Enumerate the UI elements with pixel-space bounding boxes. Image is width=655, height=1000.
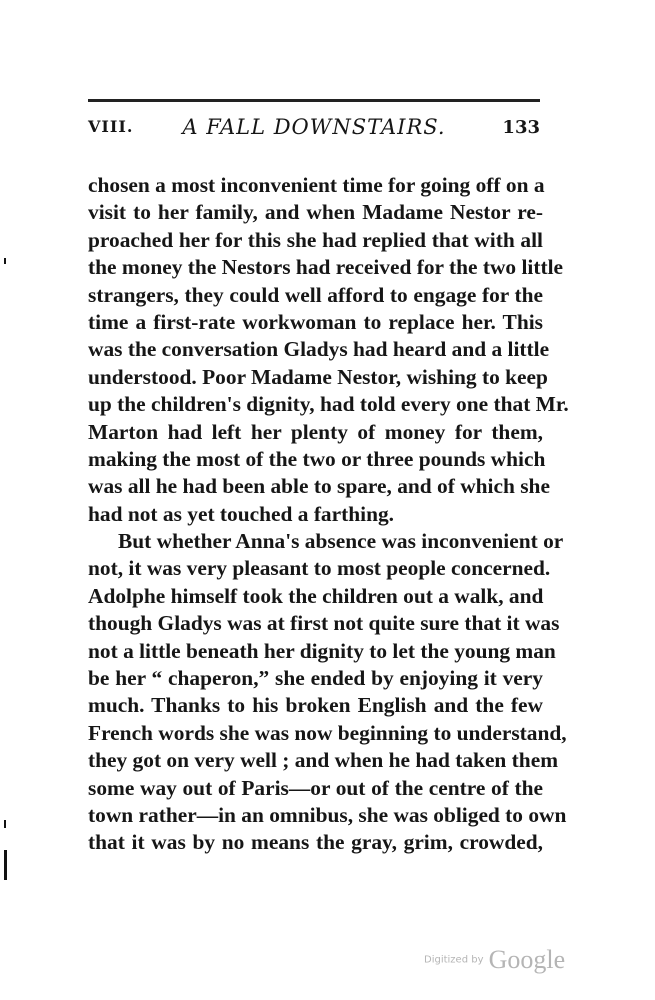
body-text xyxy=(88,172,569,857)
text-line: up the children's dignity, had told every one that Mr. xyxy=(88,392,569,417)
google-logo: Google xyxy=(488,945,566,974)
text-line: understood. Poor Madame Nestor, wishing to keep xyxy=(88,364,548,389)
text-line: they got on very well ; and when he had taken them xyxy=(88,748,559,773)
text-line: much. Thanks to his broken English and the few xyxy=(88,693,543,718)
text-line: Marton had left her plenty of money for them, xyxy=(88,419,543,444)
text-line: not a little beneath her dignity to let the young man xyxy=(88,638,556,663)
text-line: be her “ chaperon,” she ended by enjoying it very xyxy=(88,666,543,691)
text-line: was all he had been able to spare, and of which she xyxy=(88,474,550,499)
text-line: that it was by no means the gray, grim, crowded, xyxy=(88,830,543,855)
text-line: proached her for this she had replied that with all xyxy=(88,227,543,252)
margin-speck xyxy=(4,258,6,264)
margin-binding-mark xyxy=(4,850,7,880)
text-line: French words she was now beginning to understand, xyxy=(88,720,567,745)
text-line: chosen a most inconvenient time for going off on a xyxy=(88,173,545,197)
chapter-number: VIII. xyxy=(88,117,134,136)
margin-speck xyxy=(4,820,6,828)
watermark-prefix: Digitized by xyxy=(424,954,484,966)
text-line: time a first-rate workwoman to replace her. This xyxy=(88,309,543,334)
paragraph-end-line: had not as yet touched a farthing. xyxy=(88,501,395,526)
text-line: visit to her family, and when Madame Nestor re- xyxy=(88,200,543,225)
text-line: was the conversation Gladys had heard and a little xyxy=(88,337,550,362)
page-number: 133 xyxy=(502,117,540,138)
text-line: town rather—in an omnibus, she was obliged to own xyxy=(88,802,567,827)
text-line: strangers, they could well afford to engage for the xyxy=(88,282,543,307)
text-line: some way out of Paris—or out of the centre of the xyxy=(88,775,543,800)
text-line: though Gladys was at first not quite sure that it was xyxy=(88,611,560,636)
paragraph-start-line: But whether Anna's absence was inconvenient or xyxy=(118,529,564,554)
text-line: the money the Nestors had received for the two little xyxy=(88,255,564,280)
text-line: not, it was very pleasant to most people concerned. xyxy=(88,556,551,581)
running-header xyxy=(88,115,540,143)
running-title: A FALL DOWNSTAIRS. xyxy=(182,115,446,139)
header-rule xyxy=(88,99,540,102)
digitized-watermark xyxy=(424,945,565,975)
text-line: Adolphe himself took the children out a walk, and xyxy=(88,583,544,608)
text-line: making the most of the two or three pounds which xyxy=(88,446,546,471)
